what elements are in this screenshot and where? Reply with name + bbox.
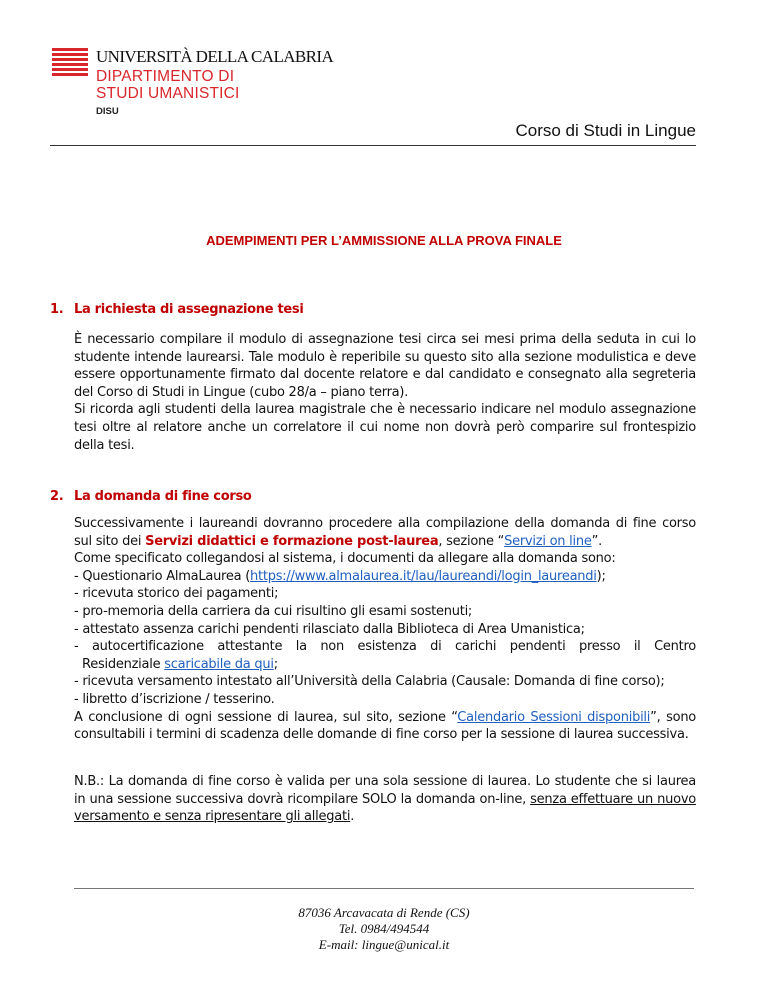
section1-heading: [50, 302, 304, 317]
section1-paragraph2: Si ricorda agli studenti della laurea magistrale che è necessario indicare nel modulo assegnazione tesi oltre al relatore anche un correlatore il cui nome non dovrà però comparire sul frontespizio della tesi.: [74, 402, 696, 453]
list-item: - pro-memoria della carriera da cui risultino gli esami sostenuti;: [74, 603, 473, 619]
download-form-link[interactable]: scaricabile da qui: [164, 656, 274, 672]
footer-address: 87036 Arcavacata di Rende (CS): [298, 905, 470, 920]
section1-heading-text: La richiesta di assegnazione tesi: [74, 302, 304, 317]
department-code: DISU: [96, 106, 119, 117]
course-name: Corso di Studi in Lingue: [515, 121, 696, 140]
section1-paragraph1: È necessario compilare il modulo di assegnazione tesi circa sei mesi prima della seduta in cui lo studente intende laurearsi. Tale modulo è reperibile su questo sito alla sezione modulistica e deve essere opportunamente firmato dal docente relatore e dal candidato e consegnato alla segreteria del Corso di Studi in Lingue (cubo 28/a – piano terra).: [74, 332, 696, 400]
department-line2: STUDI UMANISTICI: [96, 85, 240, 102]
closing-paragraph: A conclusione di ogni sessione di laurea, sul sito, sezione “Calendario Sessioni disponibili”, sono consultabili i termini di scadenza delle domande di fine corso per la sessione di laurea successiva.: [74, 709, 697, 743]
section2-intro: Successivamente i laureandi dovranno procedere alla compilazione della domanda di fine corso sul sito dei Servizi didattici e formazione post-laurea, sezione “Servizi on line”.: [74, 516, 696, 549]
document-title: ADEMPIMENTI PER L’AMMISSIONE ALLA PROVA FINALE: [206, 233, 562, 248]
section2-heading-text: La domanda di fine corso: [74, 489, 252, 504]
list-item: - ricevuta storico dei pagamenti;: [74, 586, 279, 602]
documents-intro: Come specificato collegandosi al sistema, i documenti da allegare alla domanda sono:: [74, 551, 616, 567]
section2-heading: [50, 489, 252, 504]
university-name: UNIVERSITÀ DELLA CALABRIA: [96, 47, 334, 66]
list-item: - attestato assenza carichi pendenti rilasciato dalla Biblioteca di Area Umanistica;: [74, 621, 585, 637]
footer: [0, 905, 768, 953]
nb-note: N.B.: La domanda di fine corso è valida per una sola sessione di laurea. Lo studente che si laurea in una sessione successiva dovrà ricompilare SOLO la domanda on-line, senza effettuare un nuovo versamento e senza ripresentare gli allegati.: [74, 774, 696, 825]
footer-phone: Tel. 0984/494544: [338, 921, 430, 936]
university-logo-mark-icon: [52, 48, 88, 78]
list-item: - ricevuta versamento intestato all’Università della Calabria (Causale: Domanda di fine corso);: [74, 674, 665, 690]
list-item: - autocertificazione attestante la non esistenza di carichi pendenti presso il Centro: [74, 639, 696, 655]
servizi-didattici-link[interactable]: Servizi didattici e formazione post-laurea: [145, 533, 439, 549]
department-line1: DIPARTIMENTO DI: [96, 68, 235, 85]
list-item: - libretto d’iscrizione / tesserino.: [74, 691, 275, 707]
university-logo: [52, 44, 432, 124]
calendar-sessions-link[interactable]: Calendario Sessioni disponibili: [457, 709, 651, 725]
list-item: - Questionario AlmaLaurea (https://www.almalaurea.it/lau/laureandi/login_laureandi);: [74, 568, 606, 584]
servizi-online-link[interactable]: Servizi on line: [504, 533, 592, 549]
section2-body: [74, 515, 696, 744]
section2-number: 2.: [50, 489, 64, 504]
footer-email: E-mail: lingue@unical.it: [318, 937, 450, 952]
almalaurea-link[interactable]: https://www.almalaurea.it/lau/laureandi/login_laureandi: [250, 568, 597, 584]
list-item: Residenziale scaricabile da qui;: [82, 656, 278, 672]
nb-underlined-text: senza effettuare un nuovo versamento e senza ripresentare gli allegati: [74, 791, 696, 825]
header-divider: [50, 145, 696, 146]
section1-body: [74, 331, 696, 454]
section1-number: 1.: [50, 302, 64, 317]
footer-divider: [74, 888, 694, 889]
